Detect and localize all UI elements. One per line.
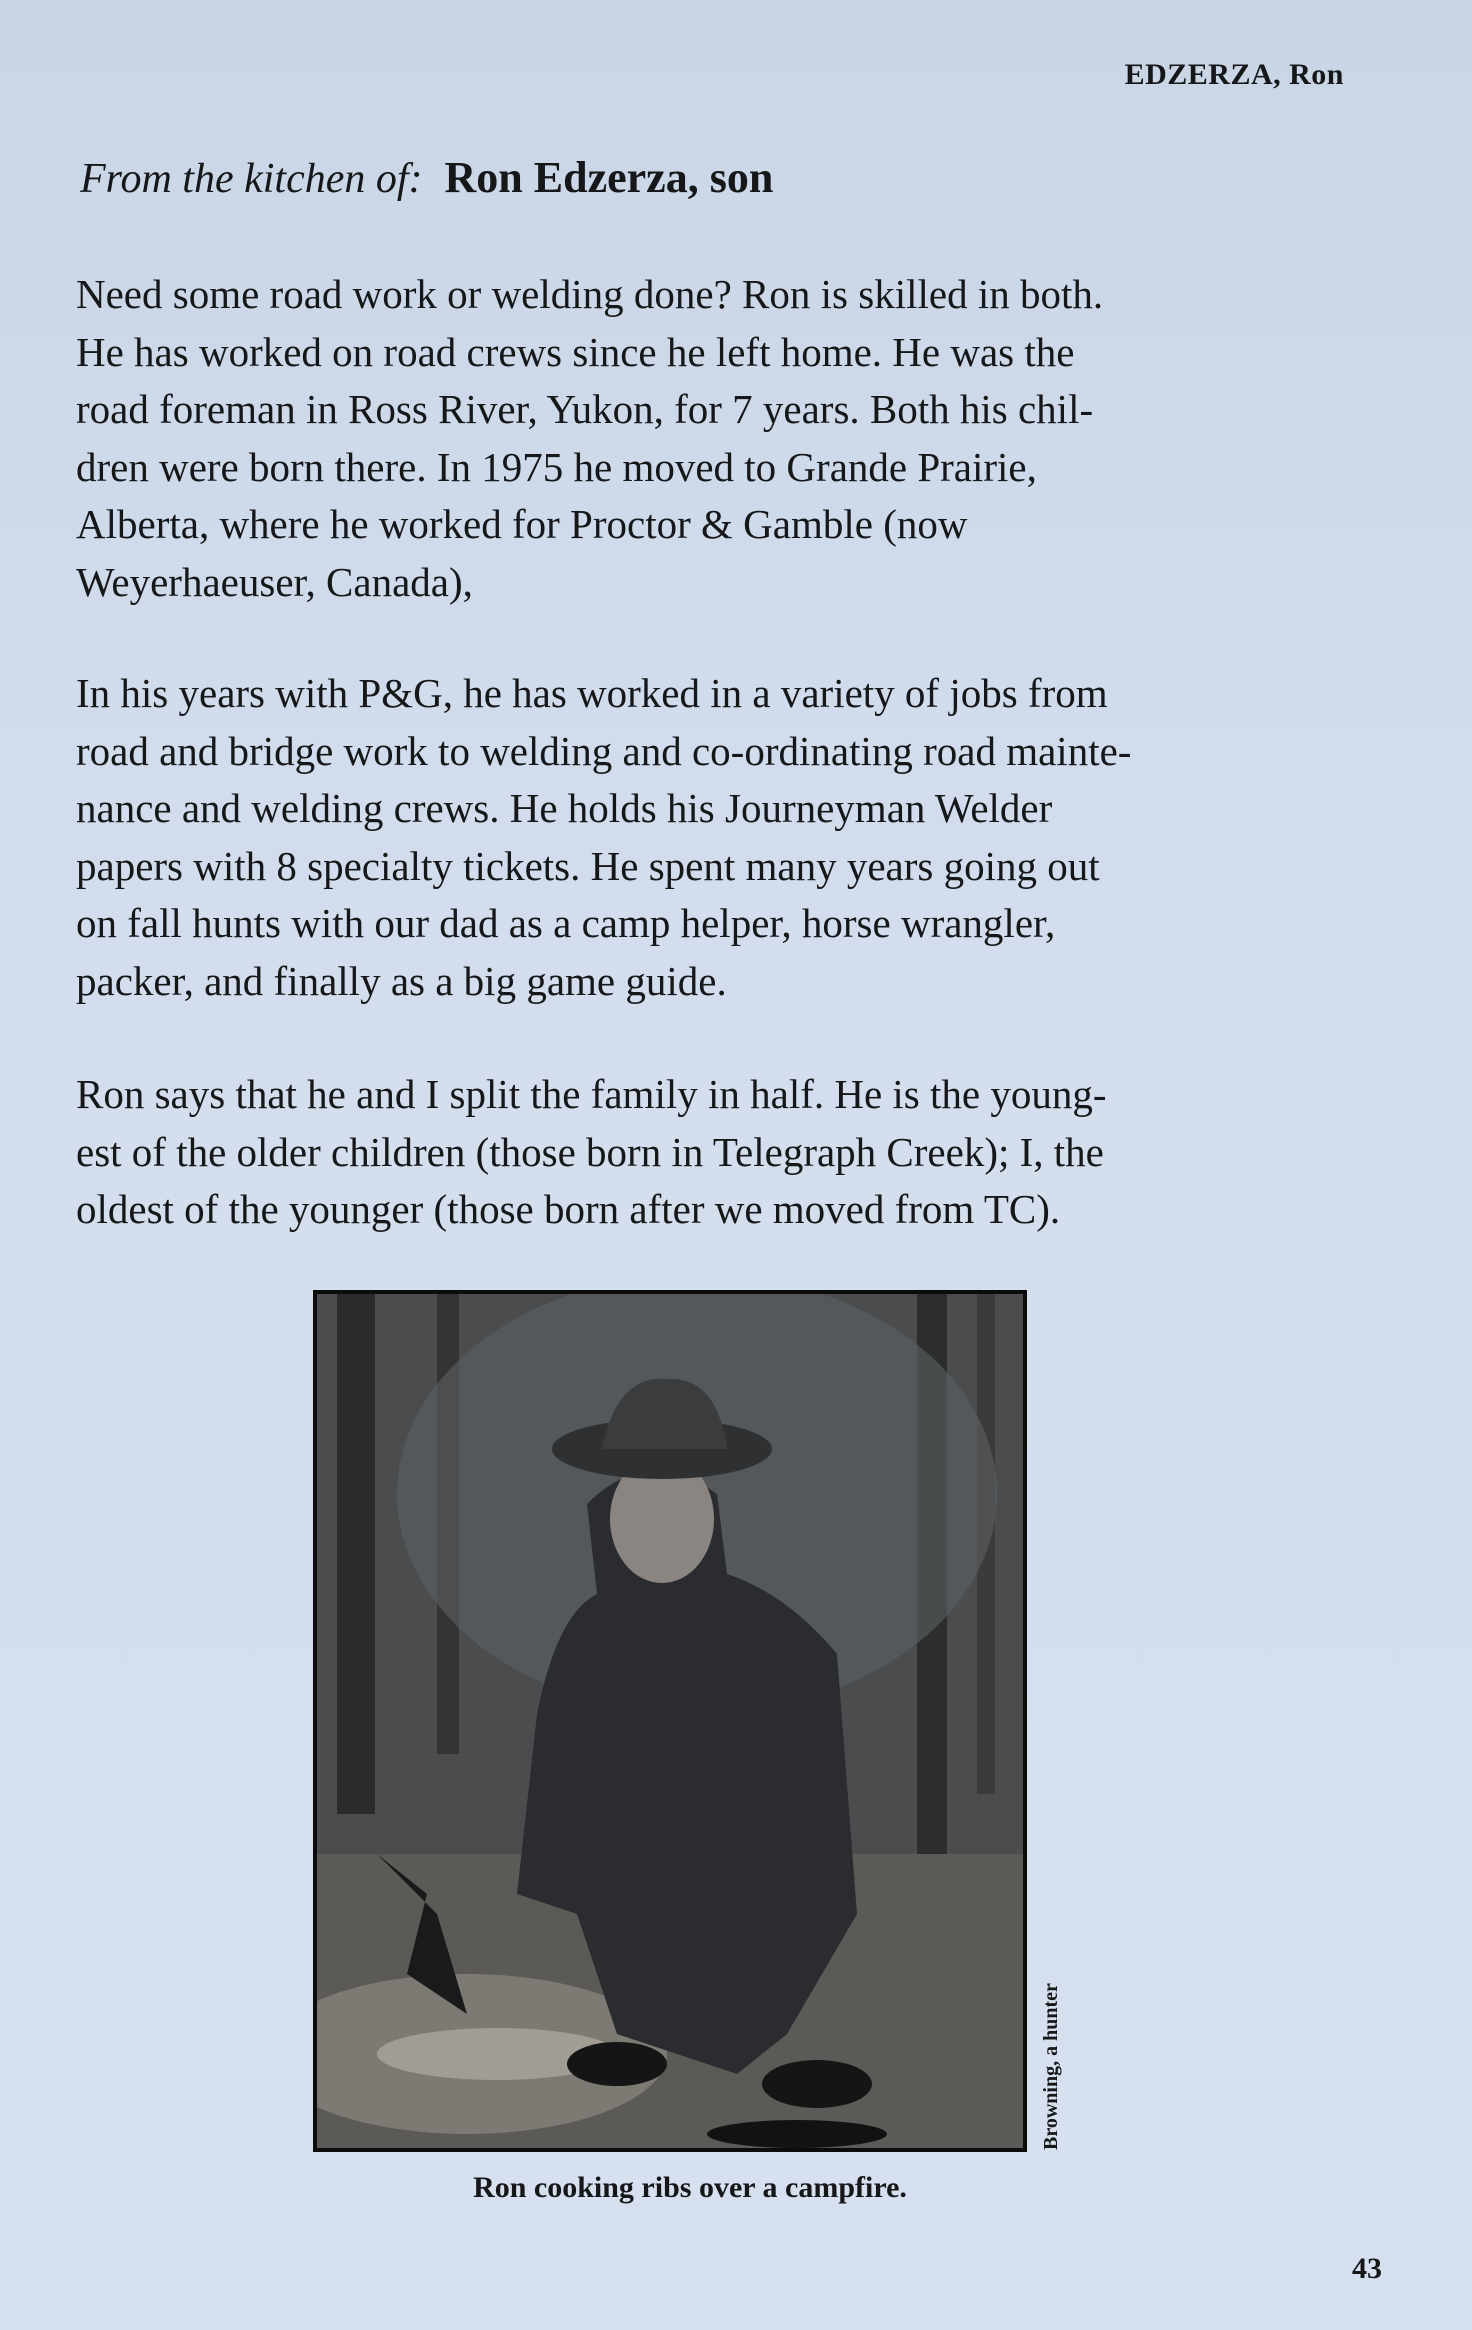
text-line: Weyerhaeuser, Canada), <box>76 558 473 605</box>
paragraph-2 <box>76 665 1336 1010</box>
photo-caption: Ron cooking ribs over a campfire. <box>473 2171 907 2204</box>
text-line: dren were born there. In 1975 he moved to Grande Prairie, <box>76 443 1037 490</box>
campfire-photo <box>313 1290 1027 2152</box>
text-line: est of the older children (those born in Telegraph Creek); I, the <box>76 1128 1104 1175</box>
paragraph-1 <box>76 266 1336 611</box>
from-lead: From the kitchen of: <box>80 156 423 202</box>
text-line: He has worked on road crews since he left home. He was the <box>76 328 1075 375</box>
text-line: packer, and finally as a big game guide. <box>76 957 727 1004</box>
text-line: In his years with P&G, he has worked in a variety of jobs from <box>76 670 1108 716</box>
text-line: nance and welding crews. He holds his Journeyman Welder <box>76 785 1053 831</box>
text-line: Alberta, where he worked for Proctor & Gamble (now <box>76 501 968 547</box>
text-line: on fall hunts with our dad as a camp helper, horse wrangler, <box>76 900 1056 946</box>
photo-credit: Browning, a hunter <box>1040 1983 1062 2150</box>
text-line: Need some road work or welding done? Ron is skilled in both. <box>76 271 1104 317</box>
text-line: road foreman in Ross River, Yukon, for 7 years. Both his chil- <box>76 386 1094 432</box>
page-number: 43 <box>1352 2252 1382 2285</box>
paragraph-3 <box>76 1066 1336 1239</box>
photo-illustration <box>317 1294 1023 2148</box>
text-line: road and bridge work to welding and co-ordinating road mainte- <box>76 727 1132 774</box>
from-the-kitchen-line <box>80 152 773 203</box>
text-line: papers with 8 specialty tickets. He spent many years going out <box>76 842 1100 889</box>
running-head: EDZERZA, Ron <box>1124 58 1344 91</box>
text-line: oldest of the younger (those born after we moved from TC). <box>76 1186 1061 1232</box>
text-line: Ron says that he and I split the family in half. He is the young- <box>76 1071 1107 1117</box>
contributor-name: Ron Edzerza, son <box>444 153 774 202</box>
